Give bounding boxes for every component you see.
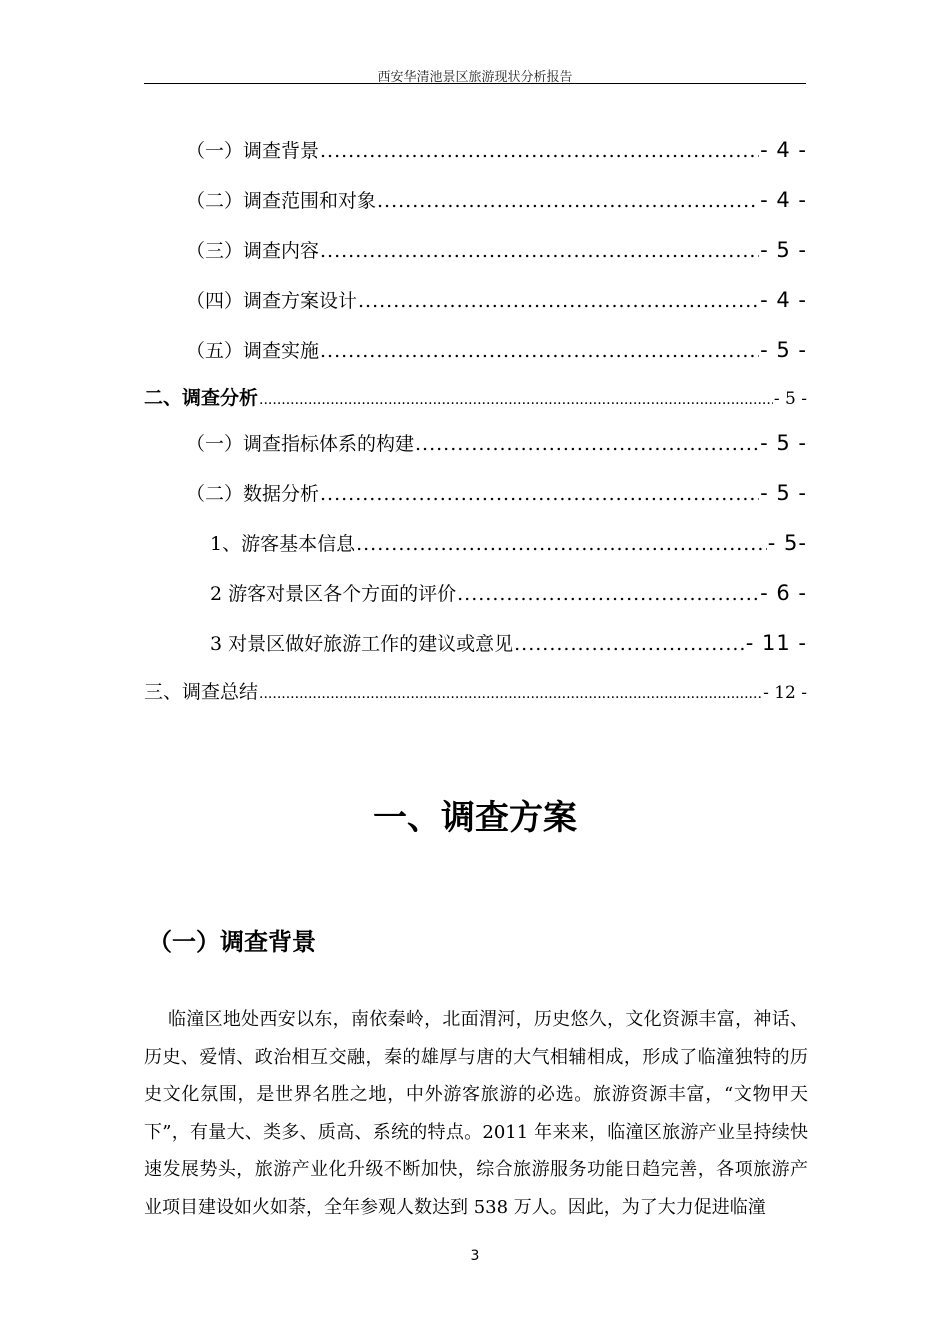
toc-entry-label: （二）调查范围和对象 (186, 190, 377, 212)
toc-entry[interactable] (186, 479, 807, 506)
toc-entry-page: - 12 - (763, 683, 807, 703)
toc-entry[interactable] (186, 429, 807, 456)
toc-entry[interactable] (186, 286, 807, 313)
toc-leader-dots (514, 633, 745, 655)
toc-leader-dots (320, 140, 759, 162)
toc-entry-label: 3 对景区做好旅游工作的建议或意见 (210, 633, 514, 655)
toc-entry-page: - 6 - (760, 581, 807, 605)
toc-leader-dots (320, 483, 759, 505)
toc-entry-label: 三、调查总结 (144, 681, 259, 703)
toc-entry-label: 1、游客基本信息 (210, 533, 356, 555)
header-title: 西安华清池景区旅游现状分析报告 (377, 70, 573, 85)
toc-entry-page: - 4 - (760, 288, 807, 312)
subsection-title: （一）调查背景 (148, 928, 316, 956)
toc-entry-page: - 5 - (760, 431, 807, 455)
toc-entry-page: - 5 - (760, 238, 807, 262)
toc-entry-label: （一）调查背景 (186, 140, 320, 162)
toc-leader-dots (377, 190, 759, 212)
toc-entry-label: （二）数据分析 (186, 483, 320, 505)
toc-entry[interactable] (186, 136, 807, 163)
toc-entry-label: （四）调查方案设计 (186, 290, 358, 312)
toc-entry-page: - 5 - (773, 389, 807, 409)
body-paragraph: 临潼区地处西安以东，南依秦岭，北面渭河，历史悠久，文化资源丰富，神话、历史、爱情、政治相互交融，秦的雄厚与唐的大气相辅相成，形成了临潼独特的历史文化氛围，是世界名胜之地，中外游客旅游的必选。旅游资源丰富，“文物甲天下”，有量大、类多、质高、系统的特点。2011 年来来，临潼区旅游产业呈持续快速发展势头，旅游产业化升级不断加快，综合旅游服务功能日趋完善，各项旅游产业项目建设如火如荼，全年参观人数达到 538 万人。因此，为了大力促进临潼 (144, 1009, 808, 1218)
toc-leader-dots (356, 533, 767, 555)
toc-entry-label: 二、调查分析 (144, 387, 259, 409)
toc-entry-label: （三）调查内容 (186, 240, 320, 262)
toc-entry-chapter[interactable] (144, 383, 807, 410)
toc-leader-dots (358, 290, 759, 312)
toc-entry-page: - 5 - (760, 338, 807, 362)
toc-entry[interactable] (210, 629, 807, 656)
section-title: 一、调查方案 (373, 798, 577, 838)
page-number: 3 (470, 1248, 480, 1264)
toc-entry[interactable] (210, 579, 807, 606)
toc-leader-dots (415, 433, 759, 455)
toc-leader-dots (320, 240, 759, 262)
toc-entry-label: （一）调查指标体系的构建 (186, 433, 415, 455)
toc-entry-chapter[interactable] (144, 677, 807, 704)
toc-leader-dots (259, 392, 773, 408)
toc-entry-label: 2 游客对景区各个方面的评价 (210, 583, 457, 605)
toc-entry-page: - 4 - (760, 188, 807, 212)
header-divider (144, 83, 806, 84)
toc-entry-page: - 5 - (760, 481, 807, 505)
toc-leader-dots (320, 340, 759, 362)
toc-entry[interactable] (210, 529, 807, 556)
toc-entry-label: （五）调查实施 (186, 340, 320, 362)
toc-entry-page: - 11 - (745, 631, 807, 655)
toc-entry[interactable] (186, 336, 807, 363)
toc-leader-dots (259, 686, 762, 702)
toc-leader-dots (457, 583, 759, 605)
toc-entry-page: - 5- (767, 531, 807, 555)
toc-entry[interactable] (186, 186, 807, 213)
toc-entry[interactable] (186, 236, 807, 263)
toc-entry-page: - 4 - (760, 138, 807, 162)
